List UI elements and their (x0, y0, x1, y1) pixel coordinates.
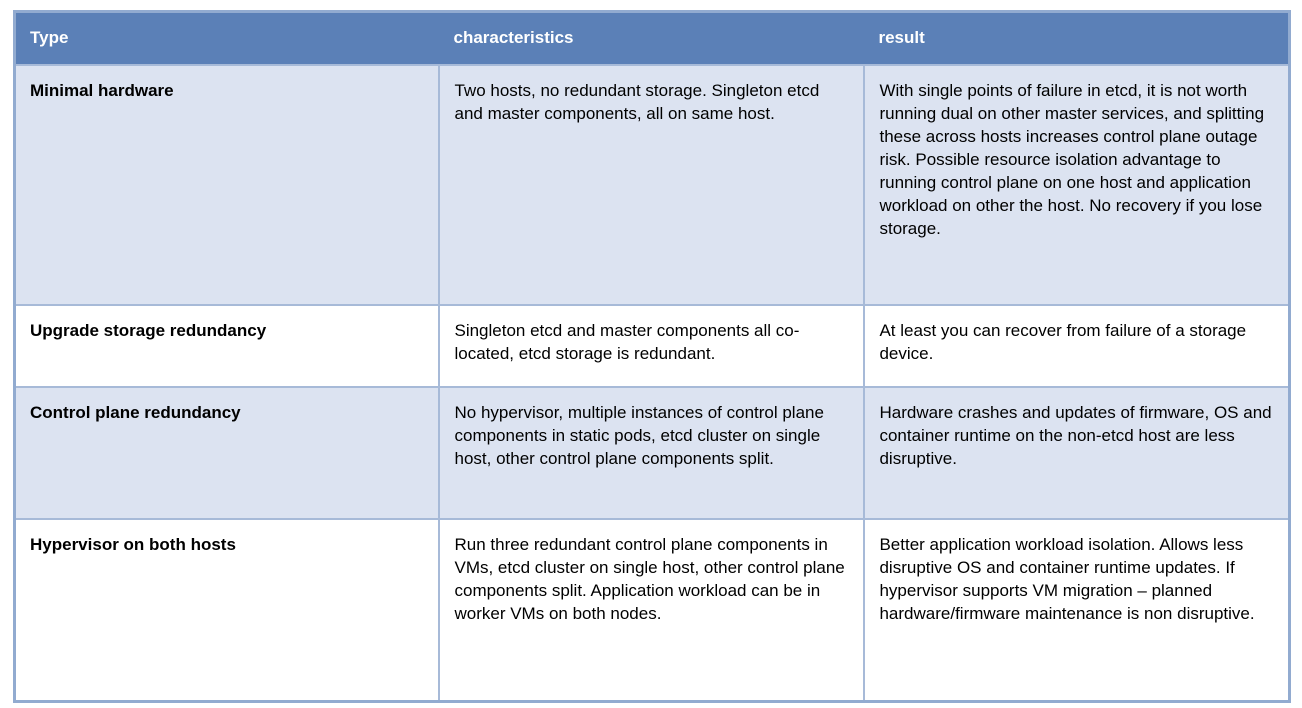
cluster-options-table (13, 10, 1291, 703)
cell-result: Hardware crashes and updates of firmware, OS and container runtime on the non-etcd host are less disruptive. (864, 387, 1289, 519)
table-row-minimal-hardware (15, 65, 1290, 305)
cell-characteristics: No hypervisor, multiple instances of control plane components in static pods, etcd cluster on single host, other control plane components split. (439, 387, 864, 519)
column-header-result: result (864, 12, 1289, 65)
cell-characteristics: Two hosts, no redundant storage. Singleton etcd and master components, all on same host. (439, 65, 864, 305)
table-row-hypervisor-on-both-hosts (15, 519, 1290, 702)
cell-type: Minimal hardware (15, 65, 440, 305)
cell-result: At least you can recover from failure of a storage device. (864, 305, 1289, 387)
cell-characteristics: Singleton etcd and master components all co-located, etcd storage is redundant. (439, 305, 864, 387)
header-row (15, 12, 1290, 65)
cell-type: Control plane redundancy (15, 387, 440, 519)
column-header-type: Type (15, 12, 440, 65)
cell-type: Hypervisor on both hosts (15, 519, 440, 702)
cell-result: Better application workload isolation. Allows less disruptive OS and container runtime updates. If hypervisor supports VM migration – planned hardware/firmware maintenance is non disruptive. (864, 519, 1289, 702)
cell-result: With single points of failure in etcd, it is not worth running dual on other master services, and splitting these across hosts increases control plane outage risk. Possible resource isolation advantage to running control plane on one host and application workload on other the host. No recovery if you lose storage. (864, 65, 1289, 305)
column-header-characteristics: characteristics (439, 12, 864, 65)
table-row-control-plane-redundancy (15, 387, 1290, 519)
table-row-upgrade-storage-redundancy (15, 305, 1290, 387)
cell-characteristics: Run three redundant control plane components in VMs, etcd cluster on single host, other control plane components split. Application workload can be in worker VMs on both nodes. (439, 519, 864, 702)
cell-type: Upgrade storage redundancy (15, 305, 440, 387)
